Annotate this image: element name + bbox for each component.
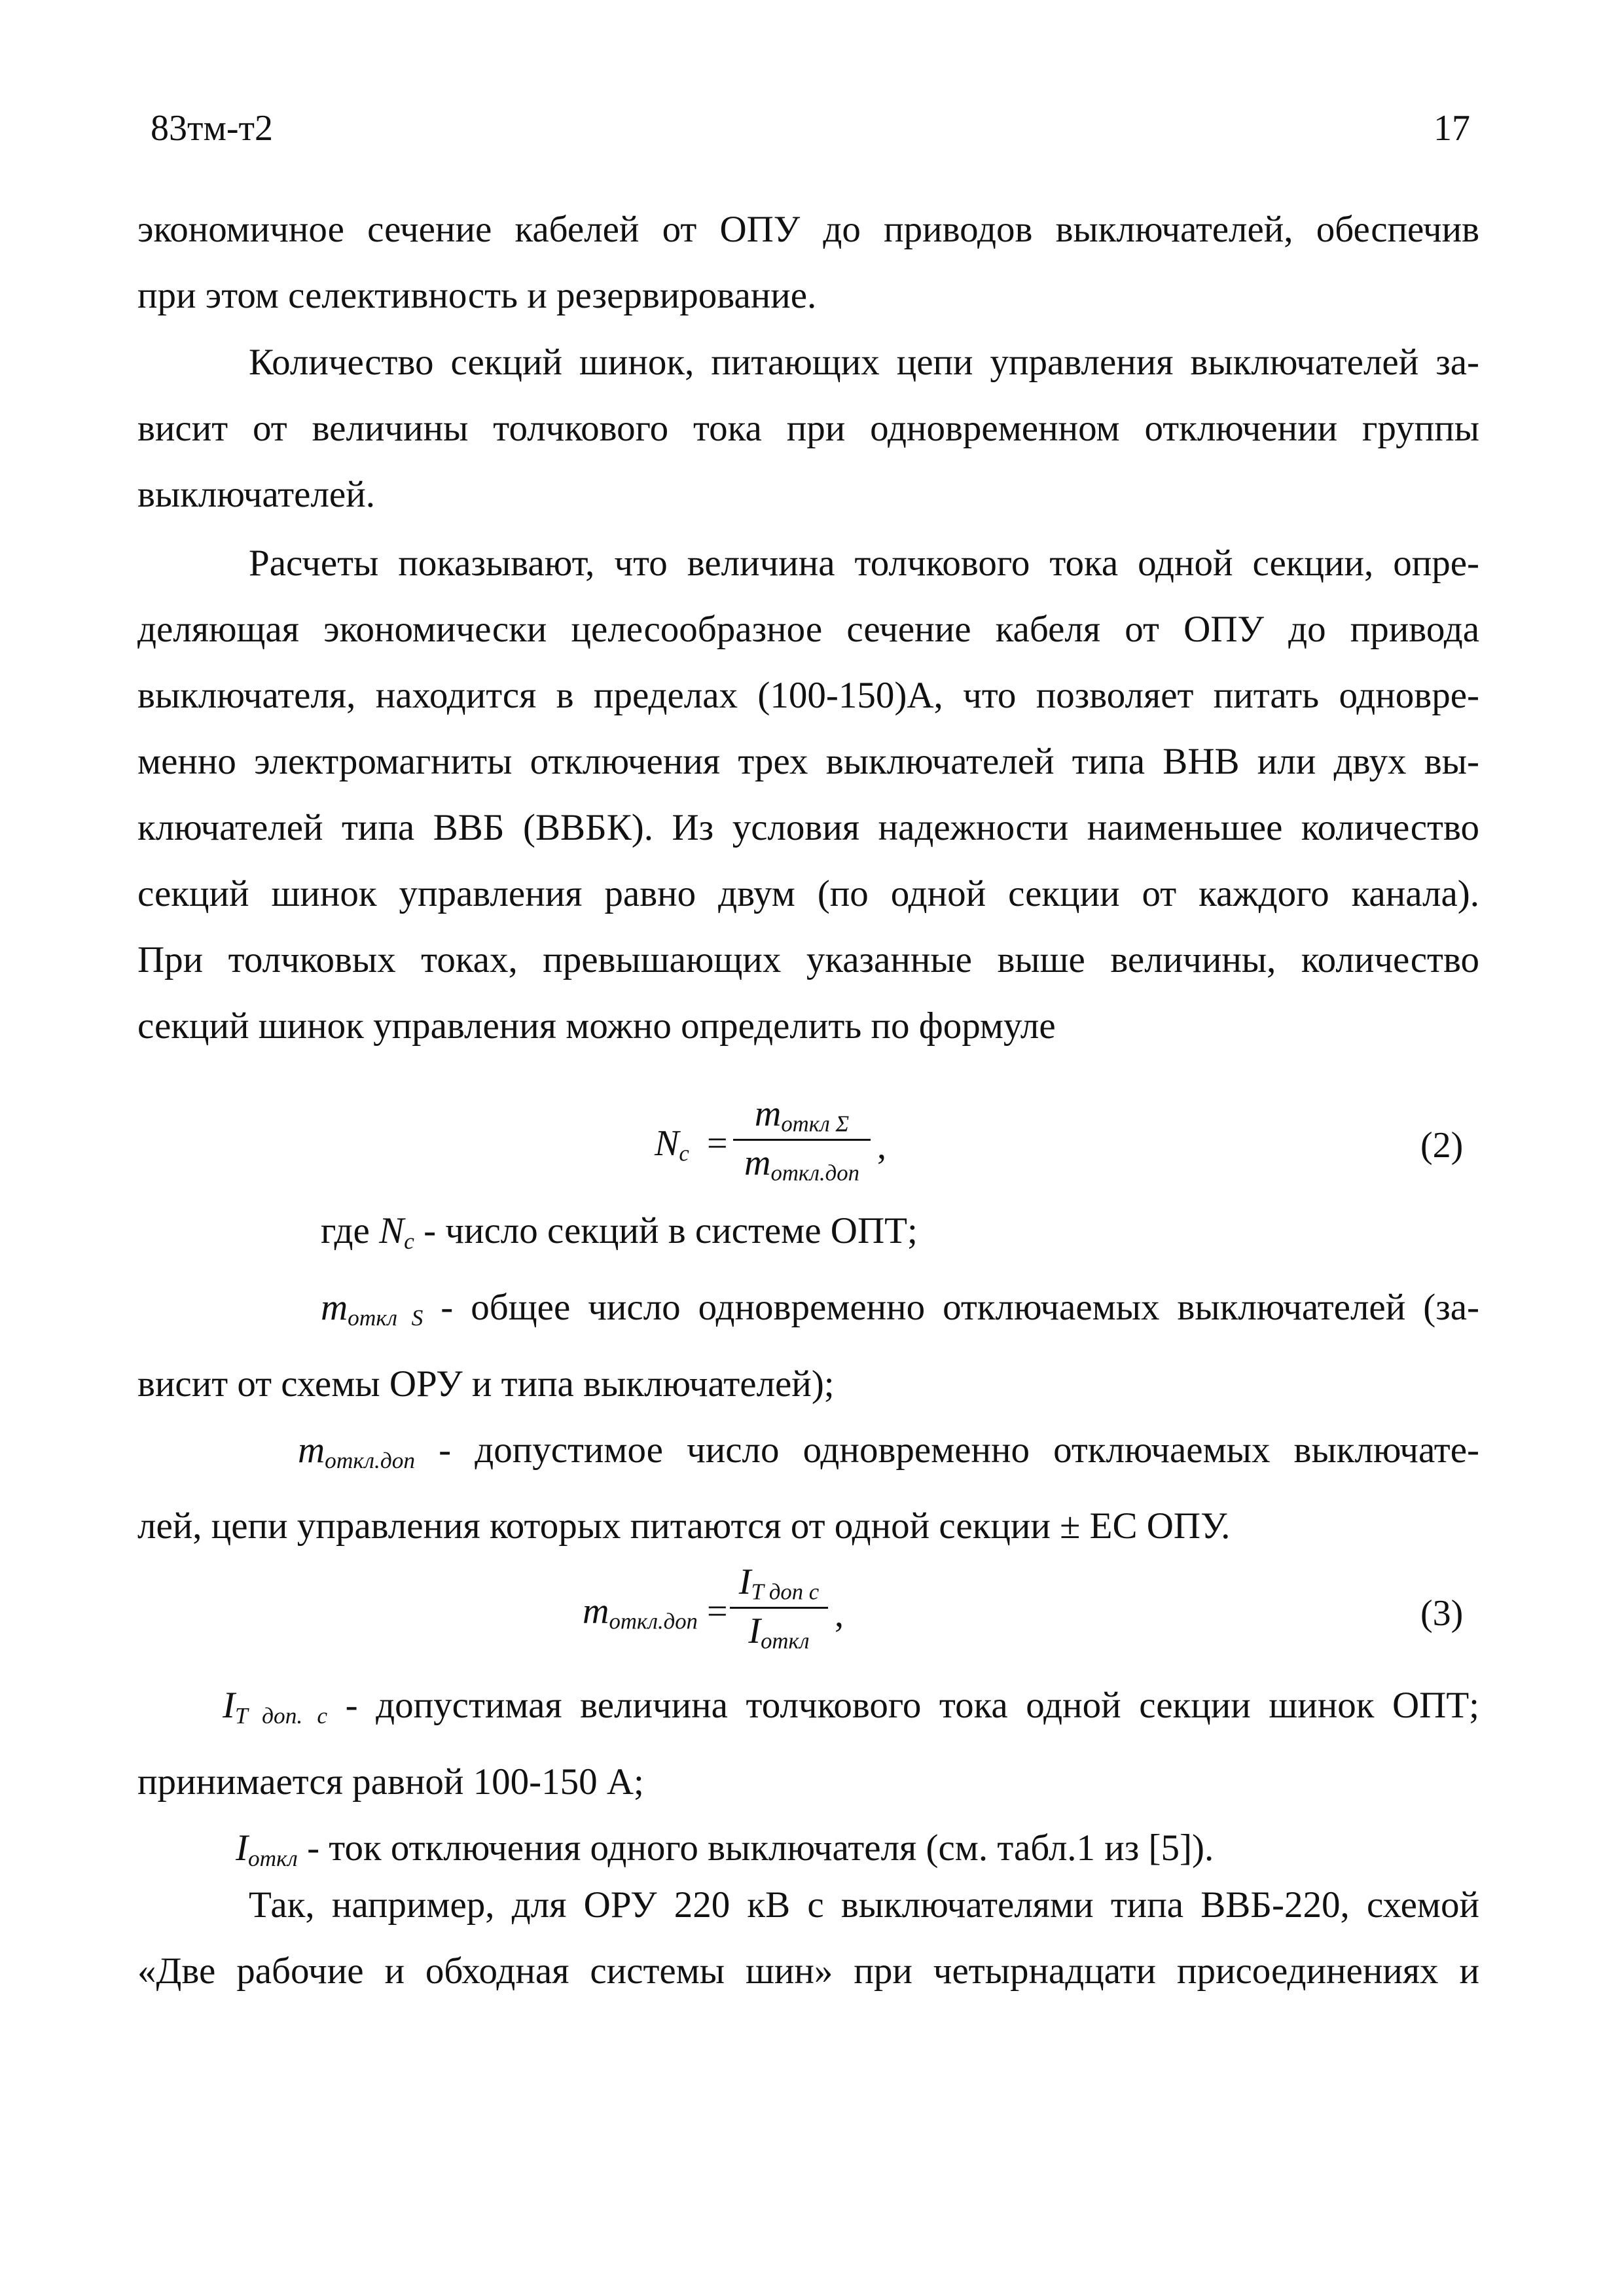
definitions-block-2	[137, 1672, 1479, 1892]
text-line: «Две рабочие и обходная системы шин» при четырнадцати присоединениях и	[137, 1950, 1479, 1992]
fraction-denominator: $I_{откл}$	[748, 1610, 810, 1654]
text-line: секций шинок управления равно двум (по одной секции от каждого канала).	[137, 873, 1479, 914]
text-line: При толчковых токах, превышающих указанные выше величины, количество	[137, 939, 1479, 980]
text-line: секций шинок управления можно определить по формуле	[137, 1005, 1056, 1047]
paragraph-2	[137, 329, 1479, 528]
text-line: экономичное сечение кабелей от ОПУ до приводов выключателей, обеспечив	[137, 209, 1479, 250]
text-line: Расчеты показывают, что величина толчкового тока одной секции, опре-	[249, 543, 1479, 584]
fraction-denominator: $m_{откл.доп}$	[744, 1142, 859, 1186]
doc-code: 83тм-т2	[151, 108, 274, 149]
definition-io: $I_{откл}$ - ток отключения одного выключателя (см. табл.1 из [5]).	[236, 1827, 1214, 1871]
fraction-numerator: $m_{откл \Sigma}$	[754, 1094, 850, 1137]
text-line: деляющая экономически целесообразное сечение кабеля от ОПУ до привода	[137, 609, 1479, 650]
text-line: Количество секций шинок, питающих цепи управления выключателей за-	[249, 342, 1479, 383]
page-number: 17	[1434, 108, 1470, 149]
text-line: ключателей типа ВВБ (ВВБК). Из условия надежности наименьшее количество	[137, 807, 1479, 848]
text-line: при этом селективность и резервирование.	[137, 275, 817, 316]
text-line: висит от схемы ОРУ и типа выключателей);	[137, 1363, 835, 1405]
formula-lhs: $N_c$	[655, 1123, 689, 1166]
formula-2-label: (2)	[1420, 1125, 1464, 1166]
definition-nc: где $N_c$ - число секций в системе ОПТ;	[321, 1210, 918, 1254]
fraction-bar	[733, 1139, 871, 1141]
paragraph-4	[137, 1872, 1479, 2004]
text-line: принимается равной 100-150 А;	[137, 1761, 644, 1803]
formula-comma: ,	[877, 1126, 886, 1167]
fraction-numerator: $I_{T доп с}$	[738, 1562, 820, 1605]
definition-md: $m_{откл.доп}$ - допустимое число одновременно отключаемых выключате-	[298, 1429, 1479, 1473]
text-line: висит от величины толчкового тока при одновременном отключении группы	[137, 408, 1479, 449]
fraction-bar	[730, 1607, 828, 1609]
formula-3-label: (3)	[1420, 1593, 1464, 1634]
text-line: выключателей.	[137, 474, 375, 515]
paragraph-1	[137, 196, 1479, 329]
formula-equals: =	[707, 1591, 728, 1632]
paragraph-3	[137, 530, 1479, 1059]
text-line: лей, цепи управления которых питаются от одной секции ± ЕС ОПУ.	[137, 1505, 1231, 1547]
text-line: Так, например, для ОРУ 220 кВ с выключателями типа ВВБ-220, схемой	[249, 1884, 1479, 1926]
formula-comma: ,	[835, 1594, 844, 1635]
definitions-block	[137, 1198, 1479, 1559]
formula-equals: =	[707, 1123, 728, 1164]
text-line: менно электромагниты отключения трех выключателей типа ВНВ или двух вы-	[137, 741, 1479, 782]
definition-it: $I_{T доп. с}$ - допустимая величина толчкового тока одной секции шинок ОПТ;	[223, 1685, 1479, 1729]
text-line: выключателя, находится в пределах (100-150)А, что позволяет питать одновре-	[137, 675, 1479, 716]
definition-ms: $m_{откл S}$ - общее число одновременно отключаемых выключателей (за-	[321, 1286, 1479, 1331]
formula-fraction	[733, 1093, 871, 1186]
formula-lhs: $m_{откл.доп}$	[583, 1591, 698, 1634]
formula-fraction	[730, 1561, 828, 1654]
